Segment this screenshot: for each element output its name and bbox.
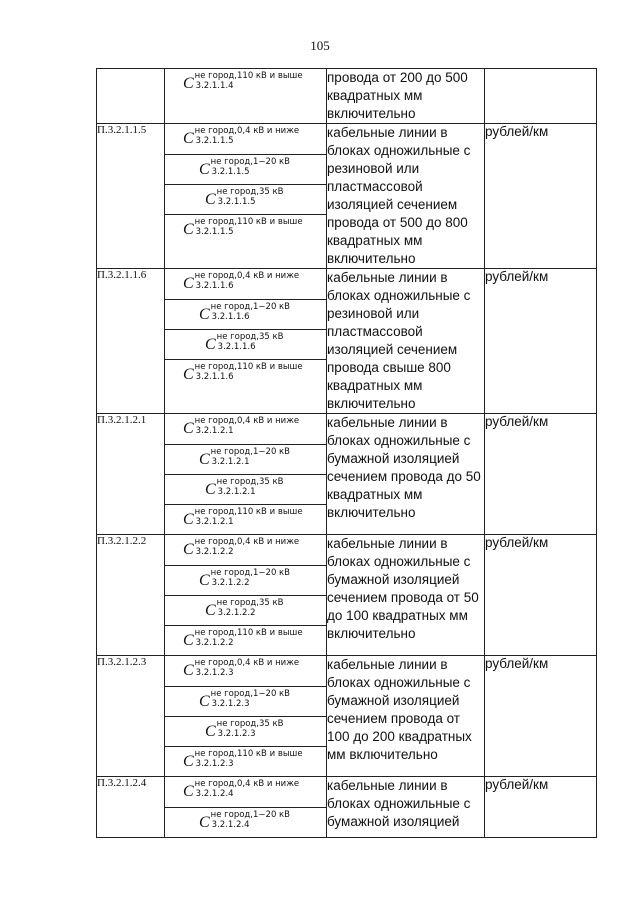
cost-symbol-indices [217, 479, 284, 497]
item-code: П.3.2.1.2.4 [97, 777, 165, 838]
item-unit: рублей/км [485, 124, 597, 269]
cost-symbol-subscript: 3.2.1.2.1 [195, 517, 234, 527]
cost-symbol-letter: C [199, 814, 210, 831]
page-number: 105 [310, 38, 330, 53]
cost-symbol-subscript: 3.2.1.2.1 [217, 487, 256, 497]
item-code: П.3.2.1.2.1 [97, 414, 165, 535]
item-unit: рублей/км [485, 656, 597, 777]
item-description: кабельные линии в блоках одножильные с бумажной изоляцией [327, 777, 485, 838]
cost-symbol-subscript: 3.2.1.2.3 [195, 668, 234, 678]
cost-symbol-indices [195, 539, 299, 557]
item-description: кабельные линии в блоках одножильные с резиновой или пластмассовой изоляцией сечением провода свыше 800 квадратных мм включительно [327, 269, 485, 414]
cost-symbol-superscript: не город,0,4 кВ и ниже [194, 126, 300, 136]
cost-symbol [165, 595, 326, 625]
item-code: П.3.2.1.1.5 [97, 124, 165, 269]
cost-symbol-indices [211, 691, 290, 709]
item-code [97, 69, 165, 124]
cost-symbol-letter: C [199, 306, 210, 323]
item-description: кабельные линии в блоках одножильные с резиновой или пластмассовой изоляцией сечением провода от 500 до 800 квадратных мм включительно [327, 124, 485, 269]
cost-symbol-indices [217, 721, 284, 739]
symbol-cell [165, 656, 327, 777]
cost-symbol [165, 414, 326, 444]
cost-symbol [165, 535, 326, 565]
cost-symbol [165, 565, 326, 595]
cost-symbol-indices [195, 418, 299, 436]
cost-symbol-subscript: 3.2.1.2.3 [211, 699, 250, 709]
cost-symbol [165, 184, 326, 214]
table-row [97, 656, 597, 777]
cost-symbol-letter: C [205, 191, 216, 208]
item-description: кабельные линии в блоках одножильные с бумажной изоляцией сечением провода от 50 до 100 квадратных мм включительно [327, 535, 485, 656]
table-row [97, 414, 597, 535]
cost-symbol-indices [195, 364, 303, 382]
cost-symbol-superscript: не город,110 кВ и выше [194, 217, 303, 227]
table-row [97, 777, 597, 838]
cost-symbol-letter: C [183, 75, 194, 92]
cost-symbol-subscript: 3.2.1.2.2 [195, 638, 234, 648]
cost-symbol [165, 269, 326, 299]
item-unit: рублей/км [485, 414, 597, 535]
cost-symbol-subscript: 3.2.1.1.5 [195, 227, 234, 237]
cost-symbol [165, 504, 326, 534]
cost-symbol [165, 69, 326, 99]
cost-symbol-superscript: не город,0,4 кВ и ниже [194, 416, 300, 426]
cost-symbol-superscript: не город,0,4 кВ и ниже [194, 779, 300, 789]
cost-symbol [165, 214, 326, 244]
cost-symbol-indices [195, 73, 303, 91]
cost-symbol-superscript: не город,110 кВ и выше [194, 628, 303, 638]
cost-symbol-superscript: не город,1−20 кВ [210, 447, 291, 457]
cost-symbol-superscript: не город,1−20 кВ [210, 810, 291, 820]
item-code: П.3.2.1.2.3 [97, 656, 165, 777]
cost-symbol-subscript: 3.2.1.1.6 [211, 312, 250, 322]
cost-symbol-superscript: не город,1−20 кВ [210, 568, 291, 578]
cost-symbol-superscript: не город,0,4 кВ и ниже [194, 658, 300, 668]
cost-symbol [165, 329, 326, 359]
cost-symbol-superscript: не город,0,4 кВ и ниже [194, 537, 300, 547]
cost-symbol-subscript: 3.2.1.2.4 [211, 820, 250, 830]
cost-symbol-letter: C [183, 275, 194, 292]
cost-symbol-indices [211, 570, 290, 588]
cost-symbol [165, 124, 326, 154]
cost-symbol-letter: C [205, 723, 216, 740]
cost-symbol [165, 656, 326, 686]
cost-symbol-superscript: не город,35 кВ [216, 719, 284, 729]
cost-symbol-letter: C [183, 420, 194, 437]
item-code: П.3.2.1.1.6 [97, 269, 165, 414]
cost-symbol [165, 686, 326, 716]
cost-symbol-subscript: 3.2.1.1.5 [217, 197, 256, 207]
cost-symbol-subscript: 3.2.1.2.1 [211, 457, 250, 467]
cost-symbol-superscript: не город,110 кВ и выше [194, 362, 303, 372]
cost-symbol [165, 625, 326, 655]
cost-symbol-letter: C [183, 783, 194, 800]
item-unit [485, 69, 597, 124]
cost-symbol-superscript: не город,0,4 кВ и ниже [194, 271, 300, 281]
cost-symbol-indices [211, 304, 290, 322]
cost-symbol-letter: C [183, 632, 194, 649]
cost-symbol-superscript: не город,35 кВ [216, 477, 284, 487]
cost-symbol [165, 807, 326, 837]
cost-symbol-letter: C [199, 161, 210, 178]
cost-symbol-indices [195, 219, 303, 237]
table-body [97, 69, 597, 838]
cost-symbol-letter: C [183, 753, 194, 770]
table-row [97, 124, 597, 269]
cost-symbol-subscript: 3.2.1.2.2 [217, 608, 256, 618]
table-row [97, 269, 597, 414]
cost-symbol-subscript: 3.2.1.2.1 [195, 426, 234, 436]
symbol-cell [165, 124, 327, 269]
cost-symbol-letter: C [183, 541, 194, 558]
cost-symbol-indices [195, 509, 303, 527]
cost-symbol-superscript: не город,35 кВ [216, 598, 284, 608]
cost-symbol-subscript: 3.2.1.1.6 [195, 281, 234, 291]
cost-symbol-superscript: не город,35 кВ [216, 332, 284, 342]
cost-symbol-letter: C [199, 572, 210, 589]
item-description: кабельные линии в блоках одножильные с бумажной изоляцией сечением провода от 100 до 200 квадратных мм включительно [327, 656, 485, 777]
cost-symbol-subscript: 3.2.1.2.3 [195, 759, 234, 769]
cost-symbol [165, 359, 326, 389]
cost-symbol-indices [211, 159, 290, 177]
cost-symbol [165, 474, 326, 504]
cost-symbol-indices [217, 189, 284, 207]
cost-symbol-indices [195, 273, 299, 291]
cost-symbol [165, 444, 326, 474]
tariff-table [96, 68, 597, 838]
cost-symbol-indices [195, 660, 299, 678]
cost-symbol-letter: C [205, 602, 216, 619]
item-unit: рублей/км [485, 777, 597, 838]
cost-symbol-indices [217, 600, 284, 618]
cost-symbol-letter: C [199, 693, 210, 710]
item-description: провода от 200 до 500 квадратных мм включительно [327, 69, 485, 124]
cost-symbol-letter: C [183, 511, 194, 528]
cost-symbol-superscript: не город,1−20 кВ [210, 302, 291, 312]
cost-symbol-subscript: 3.2.1.2.2 [195, 547, 234, 557]
item-unit: рублей/км [485, 269, 597, 414]
cost-symbol-letter: C [183, 366, 194, 383]
cost-symbol-superscript: не город,110 кВ и выше [194, 507, 303, 517]
cost-symbol-subscript: 3.2.1.1.5 [195, 136, 234, 146]
cost-symbol-subscript: 3.2.1.2.3 [217, 729, 256, 739]
cost-symbol-subscript: 3.2.1.1.6 [195, 372, 234, 382]
cost-symbol-subscript: 3.2.1.2.4 [195, 789, 234, 799]
cost-symbol-subscript: 3.2.1.2.2 [211, 578, 250, 588]
table-row [97, 535, 597, 656]
symbol-cell [165, 535, 327, 656]
cost-symbol-letter: C [205, 481, 216, 498]
cost-symbol-letter: C [183, 130, 194, 147]
cost-symbol-letter: C [199, 451, 210, 468]
cost-symbol-letter: C [183, 662, 194, 679]
item-unit: рублей/км [485, 535, 597, 656]
item-description: кабельные линии в блоках одножильные с бумажной изоляцией сечением провода до 50 квадратных мм включительно [327, 414, 485, 535]
symbol-cell [165, 269, 327, 414]
table-row [97, 69, 597, 124]
cost-symbol-indices [195, 128, 299, 146]
cost-symbol [165, 299, 326, 329]
cost-symbol [165, 154, 326, 184]
cost-symbol [165, 716, 326, 746]
cost-symbol-letter: C [205, 336, 216, 353]
cost-symbol-indices [217, 334, 284, 352]
cost-symbol-superscript: не город,1−20 кВ [210, 689, 291, 699]
symbol-cell [165, 777, 327, 838]
symbol-cell [165, 414, 327, 535]
cost-symbol-subscript: 3.2.1.1.6 [217, 342, 256, 352]
cost-symbol-superscript: не город,1−20 кВ [210, 157, 291, 167]
symbol-cell [165, 69, 327, 124]
cost-symbol-indices [195, 781, 299, 799]
cost-symbol [165, 746, 326, 776]
cost-symbol-letter: C [183, 221, 194, 238]
item-code: П.3.2.1.2.2 [97, 535, 165, 656]
cost-symbol-subscript: 3.2.1.1.5 [211, 167, 250, 177]
cost-symbol-subscript: 3.2.1.1.4 [195, 81, 234, 91]
cost-symbol-indices [195, 751, 303, 769]
cost-symbol-indices [211, 812, 290, 830]
cost-symbol-superscript: не город,35 кВ [216, 187, 284, 197]
cost-symbol-indices [195, 630, 303, 648]
cost-symbol [165, 777, 326, 807]
cost-symbol-superscript: не город,110 кВ и выше [194, 71, 303, 81]
cost-symbol-superscript: не город,110 кВ и выше [194, 749, 303, 759]
cost-symbol-indices [211, 449, 290, 467]
